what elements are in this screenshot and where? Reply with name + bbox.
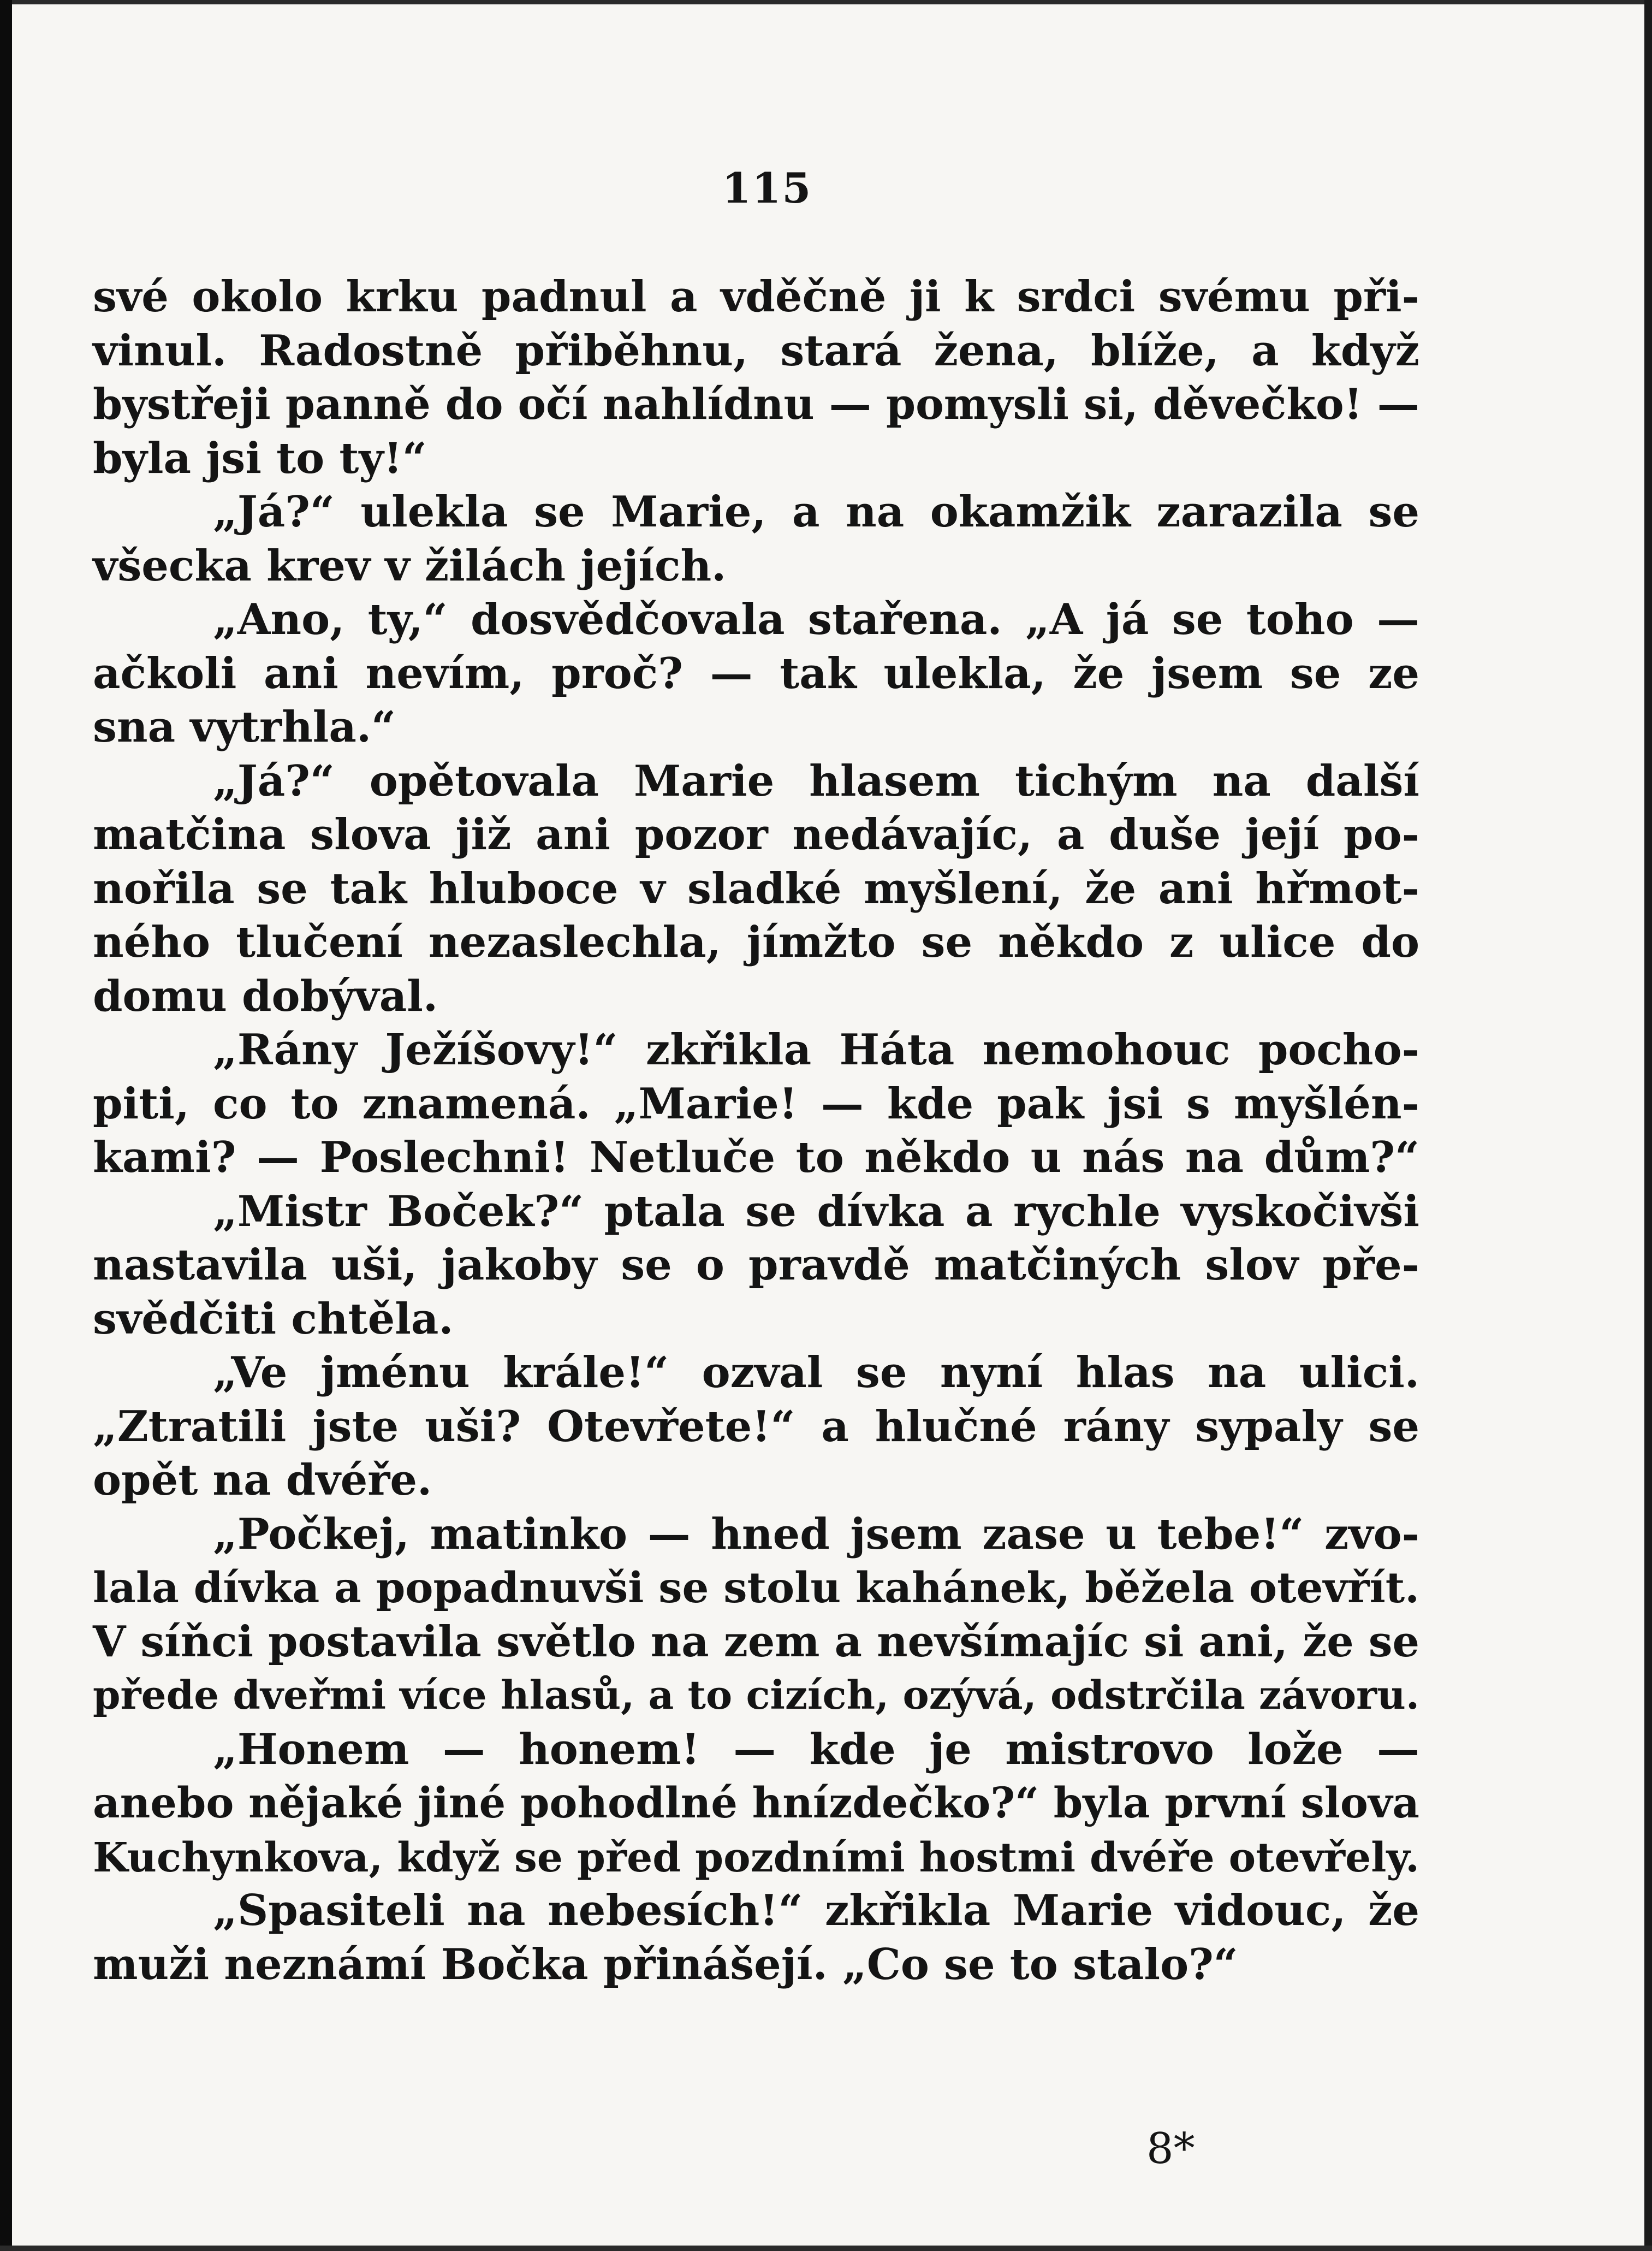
text-line: sna vytrhla.“ (93, 702, 396, 752)
text-line: „Ztratili jste uši? Otevřete!“ a hlučné rány sypaly se (93, 1401, 1419, 1452)
text-line: nořila se tak hluboce v sladké myšlení, že ani hřmot- (93, 863, 1419, 914)
signature-mark: 8* (1146, 2124, 1195, 2173)
text-line: „Spasiteli na nebesích!“ zkřikla Marie vidouc, že (213, 1886, 1419, 1935)
scan-border-top (0, 0, 1652, 4)
text-line: V síňci postavila světlo na zem a nevšímajíc si ani, že se (93, 1616, 1419, 1667)
text-line: vinul. Radostně přiběhnu, stará žena, blíže, a když (93, 325, 1419, 376)
text-line: anebo nějaké jiné pohodlné hnízdečko?“ byla první slova (93, 1779, 1419, 1828)
text-line: bystřeji panně do očí nahlídnu — pomysli si, děvečko! — (93, 380, 1419, 429)
text-line: ačkoli ani nevím, proč? — tak ulekla, že jsem se ze (93, 648, 1419, 698)
text-line: své okolo krku padnul a vděčně ji k srdci svému při- (93, 272, 1419, 322)
text-line: byla jsi to ty!“ (93, 433, 427, 483)
scan-border-left (0, 0, 12, 2251)
text-line: ného tlučení nezaslechla, jímžto se někdo z ulice do (93, 917, 1419, 967)
text-line: „Já?“ ulekla se Marie, a na okamžik zarazila se (213, 487, 1419, 537)
text-line: matčina slova již ani pozor nedávajíc, a duše její po- (93, 810, 1419, 860)
body-text (93, 270, 1419, 1992)
text-line: lala dívka a popadnuvši se stolu kahánek, běžela otevřít. (93, 1563, 1419, 1613)
scan-border-bottom (0, 2246, 1652, 2251)
text-line: muži neznámí Bočka přinášejí. „Co se to stalo?“ (93, 1939, 1238, 1989)
text-line: opět na dvéře. (93, 1455, 432, 1505)
text-line: „Počkej, matinko — hned jsem zase u tebe!“ zvo- (213, 1509, 1419, 1559)
text-line: „Honem — honem! — kde je mistrovo lože — (213, 1724, 1419, 1774)
text-line: Kuchynkova, když se před pozdními hostmi dvéře otevřely. (93, 1833, 1419, 1881)
text-line: všecka krev v žilách jejích. (93, 541, 727, 591)
scan-border-right (1644, 0, 1652, 2251)
text-line: piti, co to znamená. „Marie! — kde pak jsi s myšlén- (93, 1079, 1419, 1129)
page-number: 115 (722, 164, 812, 212)
text-line: svědčiti chtěla. (93, 1294, 454, 1344)
text-line: „Ve jménu krále!“ ozval se nyní hlas na ulici. (213, 1348, 1419, 1397)
text-line: „Mistr Boček?“ ptala se dívka a rychle vyskočivši (213, 1186, 1419, 1236)
text-line: přede dveřmi více hlasů, a to cizích, ozývá, odstrčila závoru. (93, 1672, 1419, 1719)
text-line: domu dobýval. (93, 971, 438, 1021)
text-line: „Ano, ty,“ dosvědčovala stařena. „A já se toho — (213, 595, 1419, 644)
text-line: „Já?“ opětovala Marie hlasem tichým na další (213, 756, 1419, 806)
text-line: nastavila uši, jakoby se o pravdě matčiných slov pře- (93, 1240, 1419, 1290)
text-line: kami? — Poslechni! Netluče to někdo u nás na dům?“ (93, 1133, 1419, 1182)
text-line: „Rány Ježíšovy!“ zkřikla Háta nemohouc pocho- (213, 1025, 1419, 1075)
